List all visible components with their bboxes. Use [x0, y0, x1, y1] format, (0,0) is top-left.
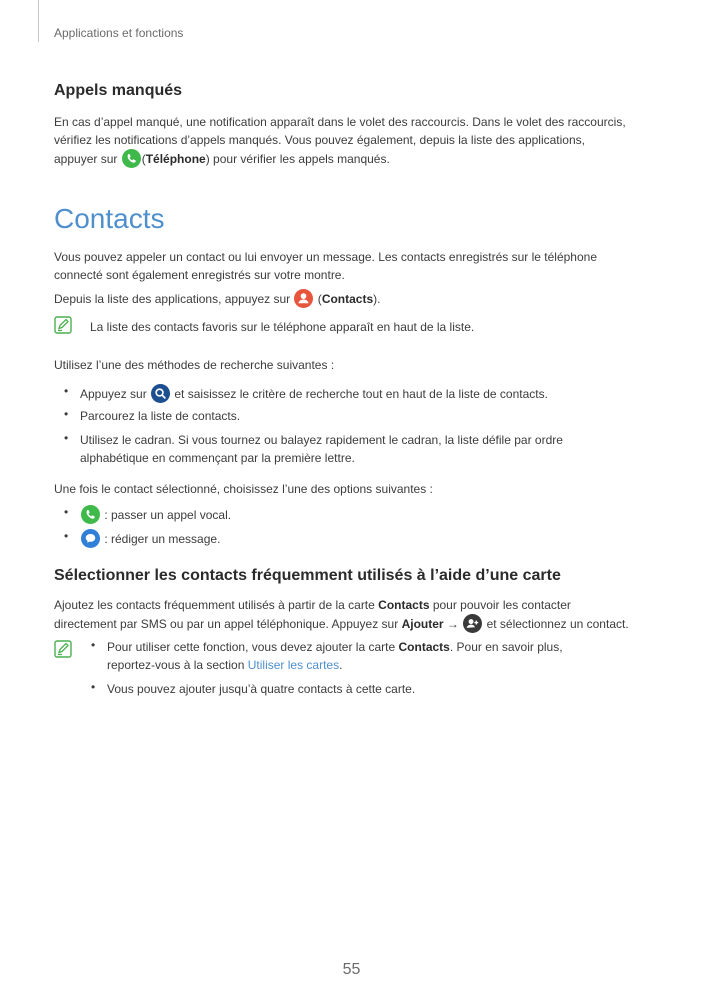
- contacts-intro-2: connecté sont également enregistrés sur votre montre.: [54, 268, 345, 282]
- bullet-search-pre: Appuyez sur: [80, 387, 151, 401]
- search-icon: [151, 384, 170, 403]
- bullet-browse: [80, 407, 650, 425]
- frequent-line-2-pre: directement par SMS ou par un appel téléphonique. Appuyez sur: [54, 617, 402, 631]
- missed-calls-heading: Appels manqués: [54, 82, 183, 99]
- frequent-line-1-post: pour pouvoir les contacter: [429, 598, 571, 612]
- call-icon: [81, 505, 100, 524]
- contacts-app-name: Contacts: [321, 292, 374, 306]
- frequent-text: [54, 596, 674, 633]
- contacts-title: Contacts: [54, 203, 165, 234]
- bullet: •: [64, 407, 69, 421]
- note-cards-line-2: [107, 656, 652, 674]
- bullet-search-post: et saisissez le critère de recherche tout en haut de la liste de contacts.: [171, 387, 548, 401]
- bullet: •: [64, 505, 69, 519]
- frequent-heading: Sélectionner les contacts fréquemment utilisés à l’aide d’une carte: [54, 567, 561, 584]
- note-cards-post: . Pour en savoir plus,: [449, 640, 563, 654]
- contacts-open-line: Depuis la liste des applications, appuyez sur (Contacts).: [54, 289, 654, 308]
- frequent-line-2-post: et sélectionnez un contact.: [483, 617, 629, 631]
- search-intro: [54, 356, 654, 374]
- option-message: [80, 529, 650, 548]
- frequent-line-1-pre: Ajoutez les contacts fréquemment utilisés à partir de la carte: [54, 598, 379, 612]
- contacts-intro-1: Vous pouvez appeler un contact ou lui envoyer un message. Les contacts enregistrés sur le téléphone: [54, 250, 598, 264]
- frequent-add-label: Ajouter: [401, 617, 444, 631]
- note-limit-bullet: [107, 680, 652, 698]
- phone-app-name: Téléphone: [145, 152, 206, 166]
- running-header: Applications et fonctions: [54, 26, 184, 40]
- message-icon: [81, 529, 100, 548]
- bullet-search: [80, 384, 650, 403]
- missed-line-3-pre: appuyer sur: [54, 152, 121, 166]
- frequent-line-2: [54, 614, 674, 633]
- note-cards-bold: Contacts: [398, 640, 450, 654]
- option-call-text: : passer un appel vocal.: [101, 508, 232, 522]
- bullet-bezel-1: Utilisez le cadran. Si vous tournez ou balayez rapidement le cadran, la liste défile par ordre: [80, 433, 563, 447]
- note-cards-pre: Pour utiliser cette fonction, vous devez ajouter la carte: [107, 640, 399, 654]
- option-call: [80, 505, 650, 524]
- phone-app-icon: [122, 149, 141, 168]
- contacts-app-icon: [294, 289, 313, 308]
- bullet: •: [64, 384, 69, 398]
- contacts-intro: [54, 248, 654, 284]
- note-cards-line-2-pre: reportez-vous à la section: [107, 658, 248, 672]
- page-number: 55: [342, 961, 361, 978]
- note-icon: [54, 640, 72, 658]
- options-intro-text: Une fois le contact sélectionné, choisissez l’une des options suivantes :: [54, 482, 433, 496]
- note-limit-text: Vous pouvez ajouter jusqu’à quatre contacts à cette carte.: [107, 682, 416, 696]
- frequent-arrow: →: [443, 617, 463, 631]
- option-message-text: : rédiger un message.: [101, 532, 221, 546]
- note-cards-line-1: [107, 638, 652, 656]
- contacts-open-pre: Depuis la liste des applications, appuyez sur: [54, 292, 294, 306]
- bullet-bezel: [80, 431, 650, 467]
- note-icon: [54, 316, 72, 334]
- options-intro: [54, 480, 654, 498]
- frequent-line-1: [54, 596, 674, 614]
- bullet: •: [64, 431, 69, 445]
- search-intro-text: Utilisez l’une des méthodes de recherche suivantes :: [54, 358, 335, 372]
- note-favorites-text: La liste des contacts favoris sur le téléphone apparaît en haut de la liste.: [90, 320, 475, 334]
- header-rule: [38, 0, 39, 42]
- bullet-bezel-2: alphabétique en commençant par la première lettre.: [80, 451, 355, 465]
- missed-line-1: En cas d’appel manqué, une notification apparaît dans le volet des raccourcis. Dans le volet des raccourcis,: [54, 115, 626, 129]
- missed-line-3: appuyer sur (Téléphone) pour vérifier les appels manqués.: [54, 149, 654, 168]
- missed-calls-text: [54, 113, 654, 168]
- missed-line-2: vérifiez les notifications d’appels manqués. Vous pouvez également, depuis la liste des applications,: [54, 133, 585, 147]
- add-contact-icon: [463, 614, 482, 633]
- bullet: •: [91, 638, 96, 652]
- note-favorites: [90, 318, 650, 336]
- note-cards-line-2-post: .: [339, 658, 343, 672]
- frequent-contacts-card: Contacts: [378, 598, 430, 612]
- bullet: •: [64, 529, 69, 543]
- bullet: •: [91, 680, 96, 694]
- note-cards-bullet: [107, 638, 652, 674]
- use-cards-link[interactable]: Utiliser les cartes: [247, 658, 340, 672]
- bullet-browse-text: Parcourez la liste de contacts.: [80, 409, 241, 423]
- missed-line-3-post: pour vérifier les appels manqués.: [209, 152, 390, 166]
